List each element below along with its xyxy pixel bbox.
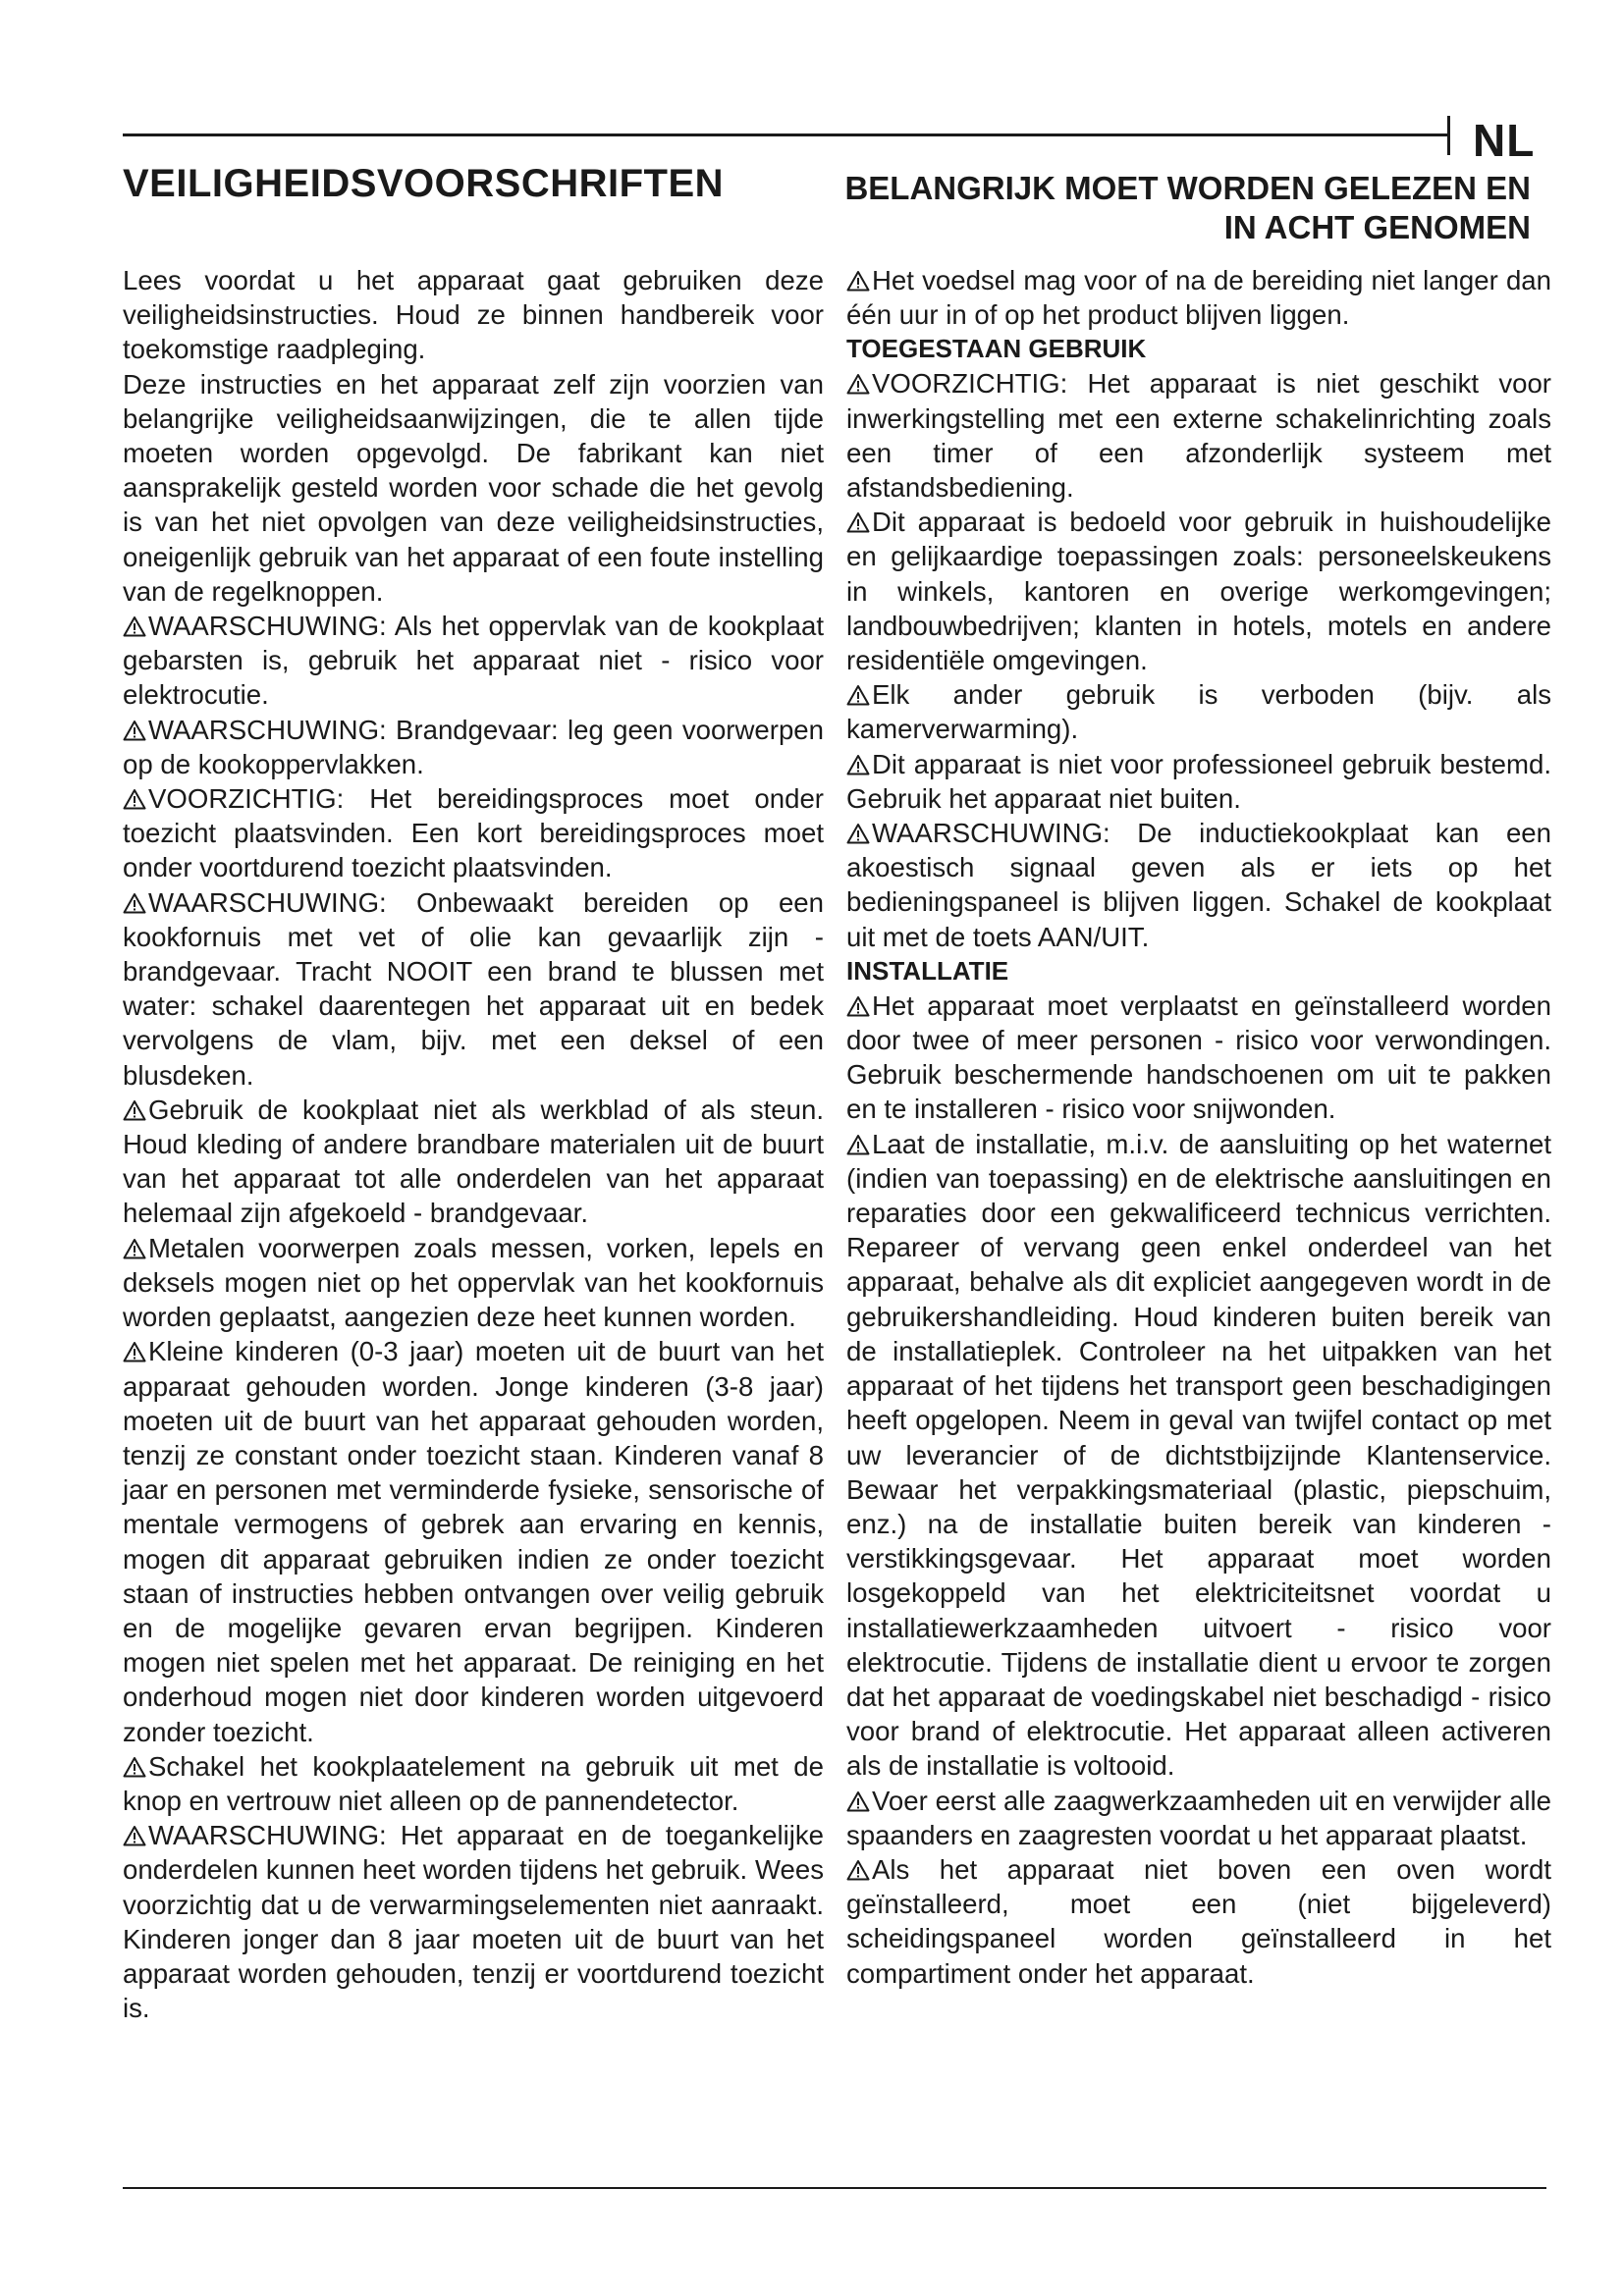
warning-paragraph <box>846 366 1551 505</box>
warning-triangle-icon <box>846 995 870 1017</box>
left-column <box>123 263 824 2025</box>
page-title: VEILIGHEIDSVOORSCHRIFTEN <box>123 162 725 205</box>
warning-text: WAARSCHUWING: Onbewaakt bereiden op een kookfornuis met vet of olie kan gevaarlijk zijn - brandgevaar. Tracht NOOIT een brand te blussen met water: schakel daarentegen het apparaat uit en bedek vervolgens de vlam, bijv. met een deksel of een blusdeken. <box>123 886 824 1091</box>
warning-paragraph <box>846 747 1551 816</box>
warning-triangle-icon <box>846 1859 870 1881</box>
warning-triangle-icon <box>123 1756 146 1778</box>
warning-triangle-icon <box>846 823 870 844</box>
warning-text: Als het apparaat niet boven een oven wordt geïnstalleerd, moet een (niet bijgeleverd) scheidingspaneel worden geïnstalleerd in het compartiment onder het apparaat. <box>846 1853 1551 1989</box>
warning-paragraph <box>123 1093 824 1231</box>
warning-triangle-icon <box>123 892 146 914</box>
warning-paragraph <box>846 988 1551 1127</box>
warning-paragraph <box>123 609 824 713</box>
warning-paragraph <box>123 713 824 781</box>
warning-paragraph <box>123 1231 824 1335</box>
warning-paragraph <box>846 505 1551 677</box>
warning-text: Dit apparaat is bedoeld voor gebruik in huishoudelijke en gelijkaardige toepassingen zoals: personeelskeukens in winkels, kantoren en overige werkomgevingen; landbouwbedrijven; klanten in hotels, motels en andere residentiële omgevingen. <box>846 507 1551 676</box>
language-code: NL <box>1473 115 1536 166</box>
warning-paragraph <box>846 263 1551 332</box>
warning-triangle-icon <box>846 754 870 775</box>
warning-triangle-icon <box>123 720 146 741</box>
warning-triangle-icon <box>123 1825 146 1846</box>
warning-paragraph <box>123 1749 824 1818</box>
warning-paragraph <box>123 781 824 885</box>
warning-text: WAARSCHUWING: Brandgevaar: leg geen voorwerpen op de kookoppervlakken. <box>123 714 824 779</box>
header-rule-tick <box>1447 116 1450 155</box>
warning-triangle-icon <box>123 615 146 637</box>
warning-text: VOORZICHTIG: Het bereidingsproces moet onder toezicht plaatsvinden. Een kort bereidingsproces moet onder voortdurend toezicht plaatsvinden. <box>123 783 824 883</box>
warning-paragraph <box>846 1127 1551 1784</box>
warning-paragraph <box>846 1784 1551 1852</box>
warning-text: Het apparaat moet verplaatst en geïnstalleerd worden door twee of meer personen - risico voor verwondingen. Gebruik beschermende handschoenen om uit te pakken en te installeren - risico voor snijwonden. <box>846 989 1551 1125</box>
warning-triangle-icon <box>123 788 146 810</box>
warning-paragraph <box>846 1852 1551 1991</box>
warning-text: Dit apparaat is niet voor professioneel gebruik bestemd. Gebruik het apparaat niet buiten. <box>846 748 1551 814</box>
paragraph-intro: Lees voordat u het apparaat gaat gebruiken deze veiligheidsinstructies. Houd ze binnen handbereik voor toekomstige raadpleging. <box>123 265 824 365</box>
warning-triangle-icon <box>846 270 870 292</box>
warning-text: Laat de installatie, m.i.v. de aansluiting op het waternet (indien van toepassing) en de elektrische aansluitingen en reparaties door een gekwalificeerd technicus verrichten. Repareer of vervang geen enkel onderdeel van het apparaat, behalve als dit expliciet aangegeven wordt in de gebruikershandleiding. Houd kinderen buiten bereik van de installatieplek. Controleer na het uitpakken van het apparaat of het tijdens het transport geen beschadigingen heeft opgelopen. Neem in geval van twijfel contact op met uw leverancier of de dichtstbijzijnde Klantenservice. Bewaar het verpakkingsmateriaal (plastic, piepschuim, enz.) na de installatie buiten bereik van kinderen - verstikkingsgevaar. Het apparaat moet worden losgekoppeld van het elektriciteitsnet voordat u installatiewerkzaamheden uitvoert - risico voor elektrocutie. Tijdens de installatie dient u ervoor te zorgen dat het apparaat de voedingskabel niet beschadigd - risico voor brand of elektrocutie. Het apparaat alleen activeren als de installatie is voltooid. <box>846 1128 1551 1782</box>
warning-paragraph <box>846 816 1551 954</box>
right-column <box>846 263 1551 1991</box>
warning-text: Elk ander gebruik is verboden (bijv. als kamerverwarming). <box>846 679 1551 745</box>
warning-triangle-icon <box>123 1099 146 1121</box>
warning-triangle-icon <box>123 1341 146 1362</box>
warning-text: Schakel het kookplaatelement na gebruik uit met de knop en vertrouw niet alleen op de pannendetector. <box>123 1750 824 1816</box>
page-subtitle <box>745 169 1531 247</box>
warning-text: Het voedsel mag voor of na de bereiding niet langer dan één uur in of op het product blijven liggen. <box>846 265 1551 331</box>
warning-triangle-icon <box>846 373 870 395</box>
warning-triangle-icon <box>846 511 870 533</box>
warning-paragraph <box>123 1818 824 2025</box>
section-heading-permitted-use: TOEGESTAAN GEBRUIK <box>846 334 1147 364</box>
warning-triangle-icon <box>123 1238 146 1259</box>
paragraph-instructions: Deze instructies en het apparaat zelf zijn voorzien van belangrijke veiligheidsaanwijzingen, die te allen tijde moeten worden opgevolgd. De fabrikant kan niet aansprakelijk gesteld worden voor schade die het gevolg is van het niet opvolgen van deze veiligheidsinstructies, oneigenlijk gebruik van het apparaat of een foute instelling van de regelknoppen. <box>123 368 824 607</box>
subtitle-line-2: IN ACHT GENOMEN <box>1223 209 1531 245</box>
warning-text: WAARSCHUWING: Het apparaat en de toegankelijke onderdelen kunnen heet worden tijdens het gebruik. Wees voorzichtig dat u de verwarmingselementen niet aanraakt. Kinderen jonger dan 8 jaar moeten uit de buurt van het apparaat worden gehouden, tenzij er voortdurend toezicht is. <box>123 1820 824 2024</box>
warning-paragraph <box>123 885 824 1093</box>
warning-text: Kleine kinderen (0-3 jaar) moeten uit de buurt van het apparaat gehouden worden. Jonge kinderen (3-8 jaar) moeten uit de buurt van het apparaat gehouden worden, tenzij ze constant onder toezicht staan. Kinderen vanaf 8 jaar en personen met verminderde fysieke, sensorische of mentale vermogens of gebrek aan ervaring en kennis, mogen dit apparaat gebruiken indien ze onder toezicht staan of instructies hebben ontvangen over veilig gebruik en de mogelijke gevaren ervan begrijpen. Kinderen mogen niet spelen met het apparaat. De reiniging en het onderhoud mogen niet door kinderen worden uitgevoerd zonder toezicht. <box>123 1336 824 1747</box>
warning-paragraph <box>846 677 1551 746</box>
warning-triangle-icon <box>846 1134 870 1155</box>
warning-triangle-icon <box>846 1790 870 1812</box>
warning-paragraph <box>123 1334 824 1748</box>
warning-triangle-icon <box>846 684 870 706</box>
warning-text: Gebruik de kookplaat niet als werkblad of als steun. Houd kleding of andere brandbare materialen uit de buurt van het apparaat tot alle onderdelen van het apparaat helemaal zijn afgekoeld - brandgevaar. <box>123 1094 824 1229</box>
warning-text: VOORZICHTIG: Het apparaat is niet geschikt voor inwerkingstelling met een externe schakelinrichting zoals een timer of een afzonderlijk systeem met afstandsbediening. <box>846 368 1551 504</box>
warning-text: WAARSCHUWING: Als het oppervlak van de kookplaat gebarsten is, gebruik het apparaat niet - risico voor elektrocutie. <box>123 611 824 711</box>
warning-text: Metalen voorwerpen zoals messen, vorken, lepels en deksels mogen niet op het oppervlak van het kookfornuis worden geplaatst, aangezien deze heet kunnen worden. <box>123 1232 824 1333</box>
warning-text: WAARSCHUWING: De inductiekookplaat kan een akoestisch signaal geven als er iets op het bedieningspaneel is blijven liggen. Schakel de kookplaat uit met de toets AAN/UIT. <box>846 818 1551 952</box>
footer-rule <box>123 2187 1546 2189</box>
subtitle-line-1: BELANGRIJK MOET WORDEN GELEZEN EN <box>844 170 1531 206</box>
section-heading-installation: INSTALLATIE <box>846 955 1009 986</box>
warning-text: Voer eerst alle zaagwerkzaamheden uit en verwijder alle spaanders en zaagresten voordat u het apparaat plaatst. <box>846 1785 1551 1850</box>
header-rule <box>123 133 1448 136</box>
